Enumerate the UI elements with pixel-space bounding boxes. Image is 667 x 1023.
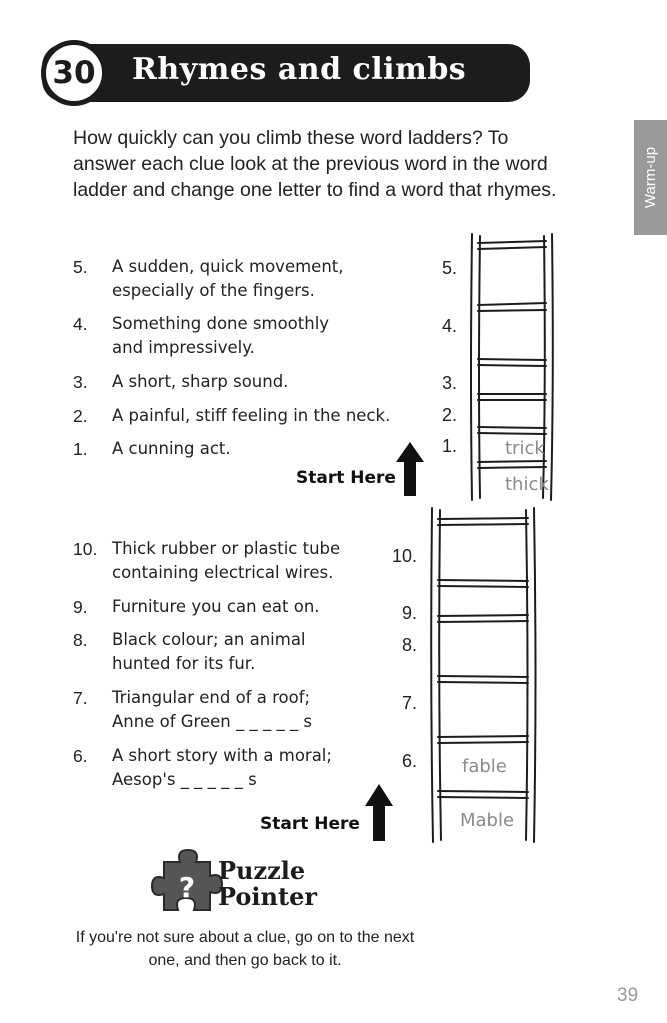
side-tab-label: Warm-up: [642, 146, 659, 209]
page-number: 39: [617, 985, 639, 1006]
ladder1-label-1: 1.: [442, 436, 458, 456]
ladder1-rung: [478, 427, 546, 434]
ladder1-left-rail-inner: [479, 236, 480, 498]
page-title: Rhymes and climbs: [132, 52, 467, 87]
ladder1-right-rail: [551, 234, 553, 500]
ladder1-label-3: 3.: [442, 373, 458, 393]
ladder1-given-word: thick: [505, 474, 549, 495]
ladder1-rung: [478, 394, 546, 400]
ladder2-rung: [438, 580, 528, 587]
ladder2-rung: [438, 615, 528, 622]
ladder1-rung: [478, 461, 546, 468]
puzzle-number: 30: [41, 40, 107, 106]
ladder2-right-rail: [534, 508, 536, 842]
ladder1-rung: [478, 303, 546, 311]
ladder2-answer-6: fable: [462, 756, 507, 777]
ladder2: [431, 508, 535, 842]
ladder2-label-8: 8.: [402, 635, 418, 655]
ladder2-rung: [438, 518, 528, 525]
ladder2-label-9: 9.: [402, 603, 418, 623]
puzzle-pointer-text: If you're not sure about a clue, go on to the next one, and then go back to it.: [75, 929, 415, 969]
ladder2-right-rail-inner: [526, 510, 528, 840]
puzzle-piece-icon: [152, 850, 222, 910]
ladder2-rung: [438, 791, 528, 798]
ladder2-left-rail: [431, 508, 433, 842]
start-arrow-icon: [365, 784, 393, 841]
ladder2-label-6: 6.: [402, 751, 418, 771]
puzzle-pointer-title: Puzzle Pointer: [218, 856, 317, 911]
svg-text:?: ?: [178, 871, 196, 904]
ladder2-label-10: 10.: [392, 546, 418, 566]
ladder2-given-word: Mable: [460, 810, 515, 831]
intro-text: How quickly can you climb these word ladders? To answer each clue look at the previous word in the word ladder and change one letter to find a word that rhymes.: [73, 127, 557, 201]
ladder2-label-7: 7.: [402, 693, 418, 713]
ladder1-rung: [478, 241, 546, 249]
ladder1-label-4: 4.: [442, 316, 458, 336]
start-here-label-1: Start Here: [296, 468, 396, 488]
ladder1-label-2: 2.: [442, 405, 458, 425]
ladder1-label-5: 5.: [442, 258, 458, 278]
ladder2-rung: [438, 736, 528, 743]
ladder2-rung: [438, 676, 528, 683]
ladder1-answer-1: trick: [505, 438, 545, 459]
start-here-label-2: Start Here: [260, 814, 360, 834]
ladder1: [471, 234, 553, 500]
start-arrow-icon: [396, 442, 424, 496]
ladder1-left-rail: [471, 234, 472, 500]
ladder1-rung: [478, 359, 546, 366]
